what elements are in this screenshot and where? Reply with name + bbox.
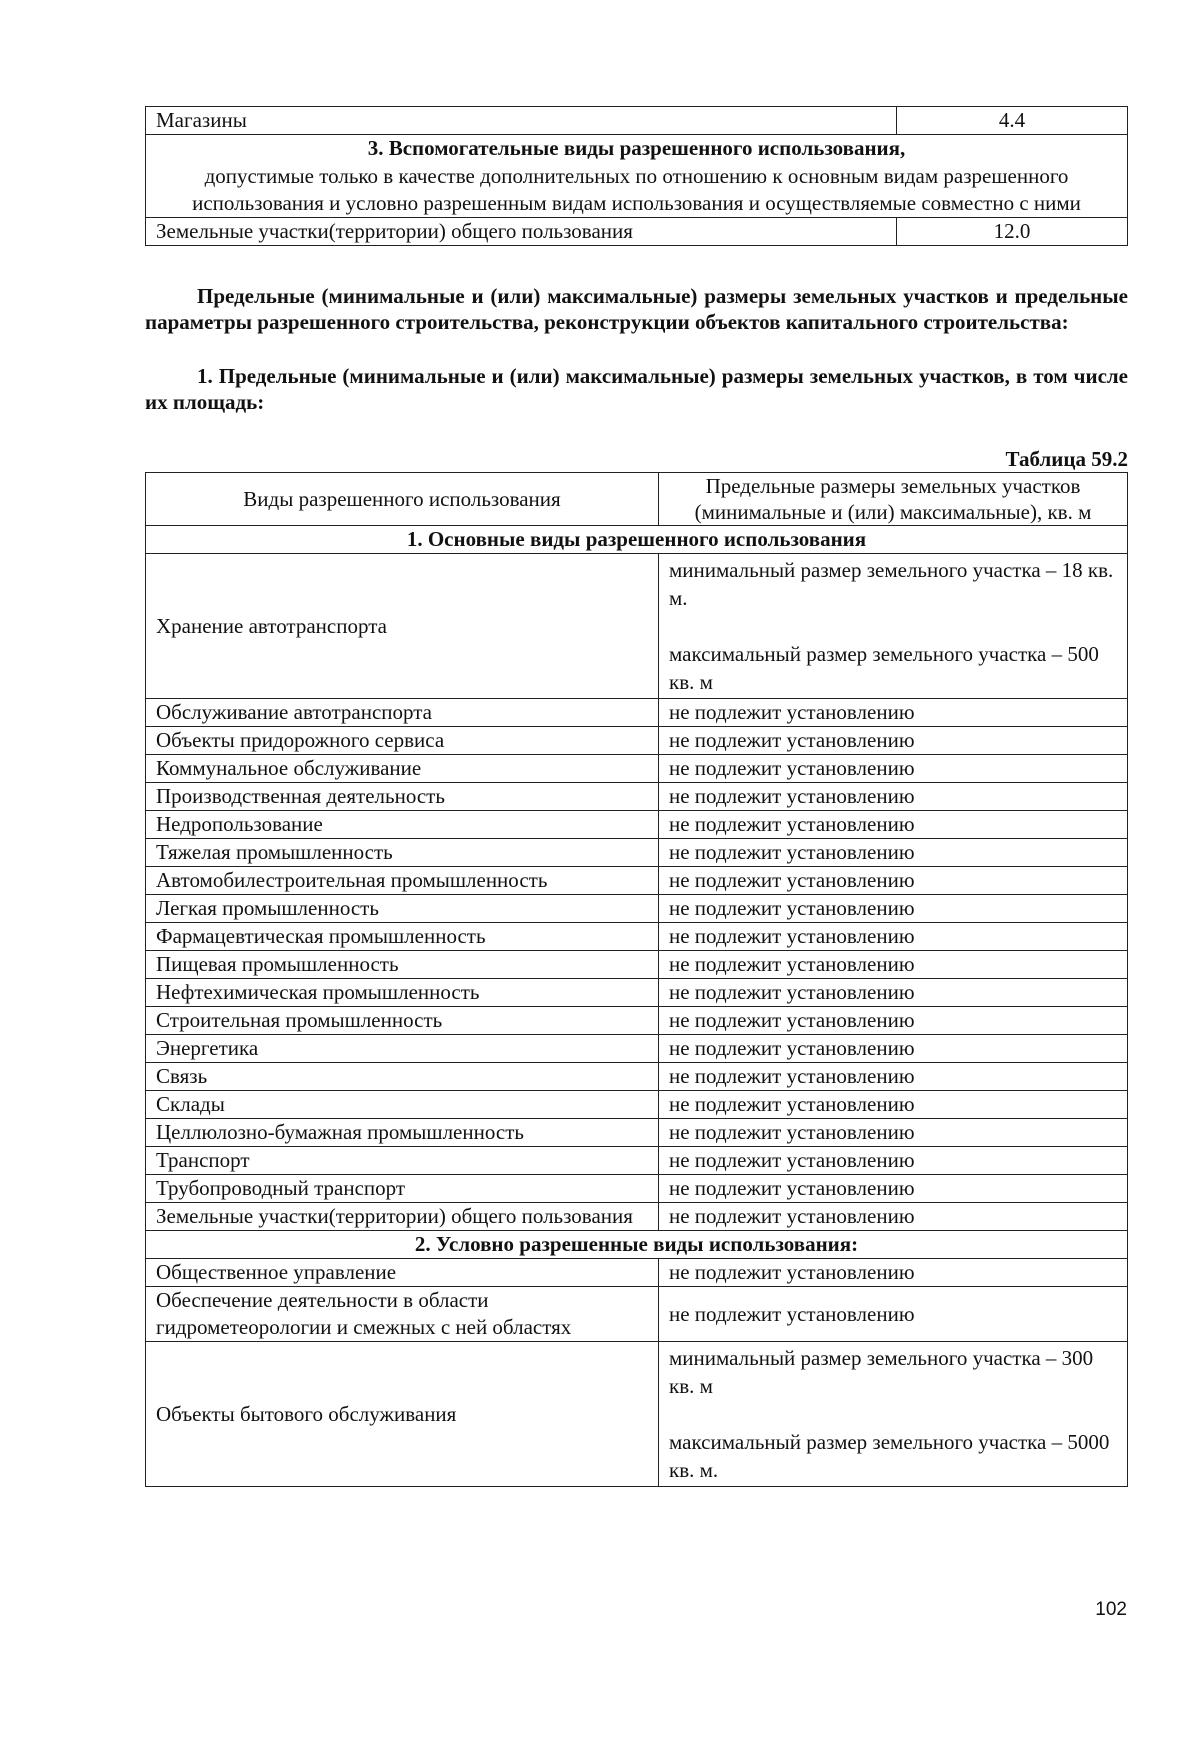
size-value: не подлежит установлению (659, 1203, 1128, 1231)
size-value: не подлежит установлению (659, 811, 1128, 839)
size-value: не подлежит установлению (659, 1175, 1128, 1203)
max-size: максимальный размер земельного участка – 5000 кв. м. (669, 1430, 1110, 1482)
table-row (146, 923, 1128, 951)
table-row (146, 755, 1128, 783)
table-row (146, 1035, 1128, 1063)
size-limits (659, 1342, 1128, 1487)
section-row (146, 135, 1128, 218)
use-name: Хранение автотранспорта (146, 554, 659, 699)
table-row (146, 1259, 1128, 1287)
table-row (146, 107, 1128, 135)
table-row (146, 727, 1128, 755)
main-table (145, 472, 1128, 1487)
use-name: Общественное управление (146, 1259, 659, 1287)
use-name: Земельные участки(территории) общего пользования (146, 1203, 659, 1231)
size-value: не подлежит установлению (659, 1007, 1128, 1035)
use-name: Строительная промышленность (146, 1007, 659, 1035)
section-row (146, 1231, 1128, 1259)
use-name: Недропользование (146, 811, 659, 839)
size-value: не подлежит установлению (659, 923, 1128, 951)
table-row (146, 1063, 1128, 1091)
size-value: не подлежит установлению (659, 979, 1128, 1007)
size-value: не подлежит установлению (659, 1035, 1128, 1063)
use-name: Автомобилестроительная промышленность (146, 867, 659, 895)
use-name: Обслуживание автотранспорта (146, 699, 659, 727)
use-name: Легкая промышленность (146, 895, 659, 923)
table-row (146, 811, 1128, 839)
section-2-title: 2. Условно разрешенные виды использования: (146, 1231, 1128, 1259)
table-row (146, 1119, 1128, 1147)
use-name: Объекты придорожного сервиса (146, 727, 659, 755)
section-1-title: 1. Основные виды разрешенного использования (146, 526, 1128, 554)
use-name: Фармацевтическая промышленность (146, 923, 659, 951)
section-3-cell (146, 135, 1128, 218)
table-row (146, 1091, 1128, 1119)
table-row (146, 1342, 1128, 1487)
table-row (146, 839, 1128, 867)
use-name: Производственная деятельность (146, 783, 659, 811)
size-value: не подлежит установлению (659, 1147, 1128, 1175)
min-size: минимальный размер земельного участка – 300 кв. м (669, 1346, 1094, 1398)
section-3-heading: 3. Вспомогательные виды разрешенного использования, (367, 136, 906, 161)
size-value: не подлежит установлению (659, 1119, 1128, 1147)
table-row (146, 1007, 1128, 1035)
use-name: Пищевая промышленность (146, 951, 659, 979)
size-value: не подлежит установлению (659, 1259, 1128, 1287)
use-name: Трубопроводный транспорт (146, 1175, 659, 1203)
use-code: 4.4 (897, 107, 1128, 135)
table-row (146, 1287, 1128, 1342)
table-caption: Таблица 59.2 (1005, 447, 1128, 471)
size-value: не подлежит установлению (659, 1063, 1128, 1091)
col1-header: Виды разрешенного использования (146, 473, 659, 526)
use-name: Объекты бытового обслуживания (146, 1342, 659, 1487)
use-name: Магазины (146, 107, 897, 135)
table-row (146, 979, 1128, 1007)
table-row (146, 783, 1128, 811)
use-name: Нефтехимическая промышленность (146, 979, 659, 1007)
min-size: минимальный размер земельного участка – 18 кв. м. (669, 558, 1114, 610)
use-name: Энергетика (146, 1035, 659, 1063)
size-value: не подлежит установлению (659, 1287, 1128, 1342)
page-number: 102 (1095, 1599, 1127, 1620)
section-row (146, 526, 1128, 554)
col2-header: Предельные размеры земельных участков (минимальные и (или) максимальные), кв. м (659, 473, 1128, 526)
table-row (146, 895, 1128, 923)
use-name: Коммунальное обслуживание (146, 755, 659, 783)
table-row (146, 867, 1128, 895)
max-size: максимальный размер земельного участка – 500 кв. м (669, 642, 1099, 694)
size-value: не подлежит установлению (659, 755, 1128, 783)
sizes-paragraph: 1. Предельные (минимальные и (или) максимальные) размеры земельных участков, в том числе их площадь: (145, 364, 1128, 414)
size-value: не подлежит установлению (659, 867, 1128, 895)
table-row (146, 951, 1128, 979)
table-row (146, 554, 1128, 699)
size-value: не подлежит установлению (659, 1091, 1128, 1119)
size-value: не подлежит установлению (659, 699, 1128, 727)
use-name: Обеспечение деятельности в области гидрометеорологии и смежных с ней областях (146, 1287, 659, 1342)
section-3-text: допустимые только в качестве дополнительных по отношению к основным видам разрешенного использования и условно разрешенным видам использования и осуществляемые совместно с ними (192, 163, 1081, 215)
use-name: Целлюлозно-бумажная промышленность (146, 1119, 659, 1147)
limits-paragraph: Предельные (минимальные и (или) максимальные) размеры земельных участков и предельные параметры разрешенного строительства, реконструкции объектов капитального строительства: (145, 284, 1128, 334)
size-value: не подлежит установлению (659, 727, 1128, 755)
size-value: не подлежит установлению (659, 839, 1128, 867)
table-row (146, 1147, 1128, 1175)
use-name: Связь (146, 1063, 659, 1091)
size-value: не подлежит установлению (659, 895, 1128, 923)
use-name: Транспорт (146, 1147, 659, 1175)
size-limits (659, 554, 1128, 699)
table-row (146, 1203, 1128, 1231)
header-row (146, 473, 1128, 526)
use-name: Тяжелая промышленность (146, 839, 659, 867)
table-row (146, 218, 1128, 246)
size-value: не подлежит установлению (659, 951, 1128, 979)
use-code: 12.0 (897, 218, 1128, 246)
size-value: не подлежит установлению (659, 783, 1128, 811)
table-row (146, 699, 1128, 727)
use-name: Земельные участки(территории) общего пользования (146, 218, 897, 246)
top-table (145, 106, 1128, 246)
table-row (146, 1175, 1128, 1203)
use-name: Склады (146, 1091, 659, 1119)
